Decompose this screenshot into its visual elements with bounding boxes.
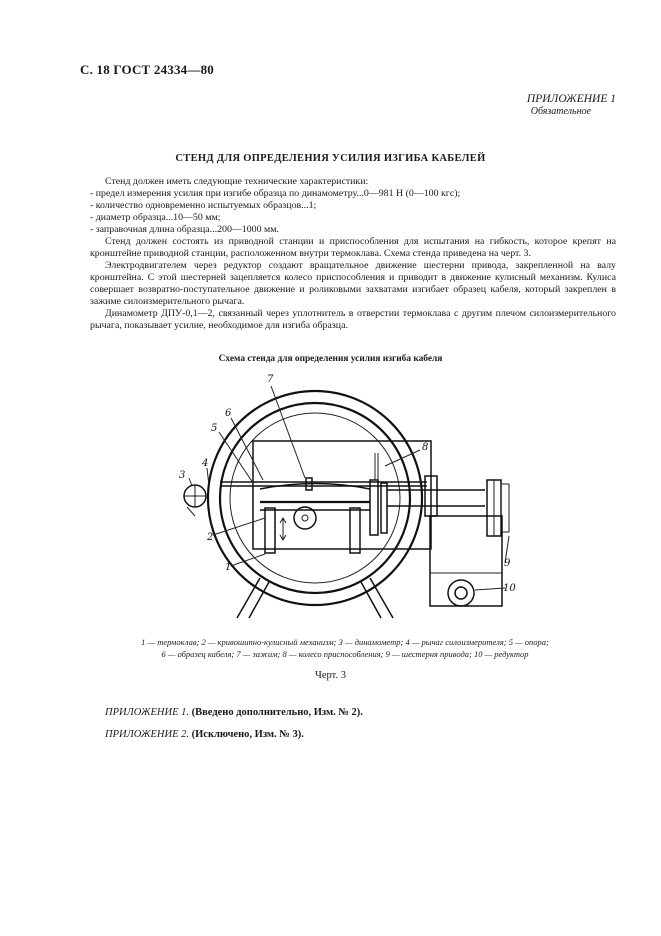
spec-item: - количество одновременно испытуемых образцов...1; [90,200,317,211]
spec-item: - предел измерения усилия при изгибе образца по динамометру...0—981 Н (0—100 кгс); [90,188,461,199]
dynamometer [184,485,206,516]
page-header: С. 18 ГОСТ 24334—80 [80,62,214,77]
figure-label: 2 [207,532,214,543]
figure-label: 9 [504,558,511,569]
note-text: (Введено дополнительно, Изм. № 2). [191,707,363,718]
reducer [430,516,502,606]
legend-line: 1 — термоклав; 2 — кривошипно-кулисный механизм; 3 — динамометр; 4 — рычаг силоизмерителя; 5 — опора; [141,637,549,647]
figure-label: 4 [202,458,209,469]
paragraph-composition: Стенд должен состоять из приводной станции и приспособления для испытания на гибкость, которое крепят на кронштейне приводной станции, расположенном внутри термоклава. Схема стенда приведена на черт. 3. [90,236,616,259]
fixture-wheel [370,453,387,535]
paragraph-intro: Стенд должен иметь следующие технические характеристики: [105,176,369,187]
figure-label: 7 [267,374,274,385]
figure-label: 3 [179,470,186,481]
figure-number: Черт. 3 [315,670,346,681]
document-title: СТЕНД ДЛЯ ОПРЕДЕЛЕНИЯ УСИЛИЯ ИЗГИБА КАБЕЛЕЙ [175,153,486,164]
appendix-subtitle: Обязательное [530,106,591,117]
note-label: ПРИЛОЖЕНИЕ 2. [105,729,189,740]
paragraph-dynamometer: Динамометр ДПУ-0,1—2, связанный через уплотнитель в отверстии термоклава с другим плечом силоизмерительного рычага, показывает усилие, необходимое для изгиба образца. [90,308,616,331]
note-label: ПРИЛОЖЕНИЕ 1. [105,707,189,718]
figure-title: Схема стенда для определения усилия изгиба кабеля [218,354,443,364]
paragraph-operation: Электродвигателем через редуктор создают вращательное движение шестерни привода, закрепленной на валу кронштейна. С этой шестерней зацепляется колесо приспособления и приводит в движение кулисный механизм. Кулиса совершает возвратно-поступательное движение и роликовыми захватами изгибает образец кабеля, который закреплен в зажиме силоизмерительного рычага. [90,260,616,307]
thermoclave-body [208,391,422,618]
spec-item: - диаметр образца...10—50 мм; [90,212,221,223]
crank-mechanism [265,507,360,553]
figure-label: 5 [211,423,218,434]
drive-gear [487,480,509,536]
figure-legend [105,636,585,660]
stand-schematic [165,368,535,630]
legend-line: 6 — образец кабеля; 7 — зажим; 8 — колесо приспособления; 9 — шестерня привода; 10 — редуктор [161,649,529,659]
body-text [90,176,616,332]
note-text: (Исключено, Изм. № 3). [191,729,304,740]
figure-label: 6 [225,408,232,419]
spec-item: - заправочная длина образца...200—1000 мм. [90,224,279,235]
figure-label: 10 [503,583,516,594]
note-appendix-1 [105,707,363,718]
note-appendix-2 [105,729,304,740]
figure-label: 8 [422,442,429,453]
figure-label: 1 [225,562,232,573]
leader-lines [189,386,509,590]
appendix-title: ПРИЛОЖЕНИЕ 1 [526,93,616,105]
